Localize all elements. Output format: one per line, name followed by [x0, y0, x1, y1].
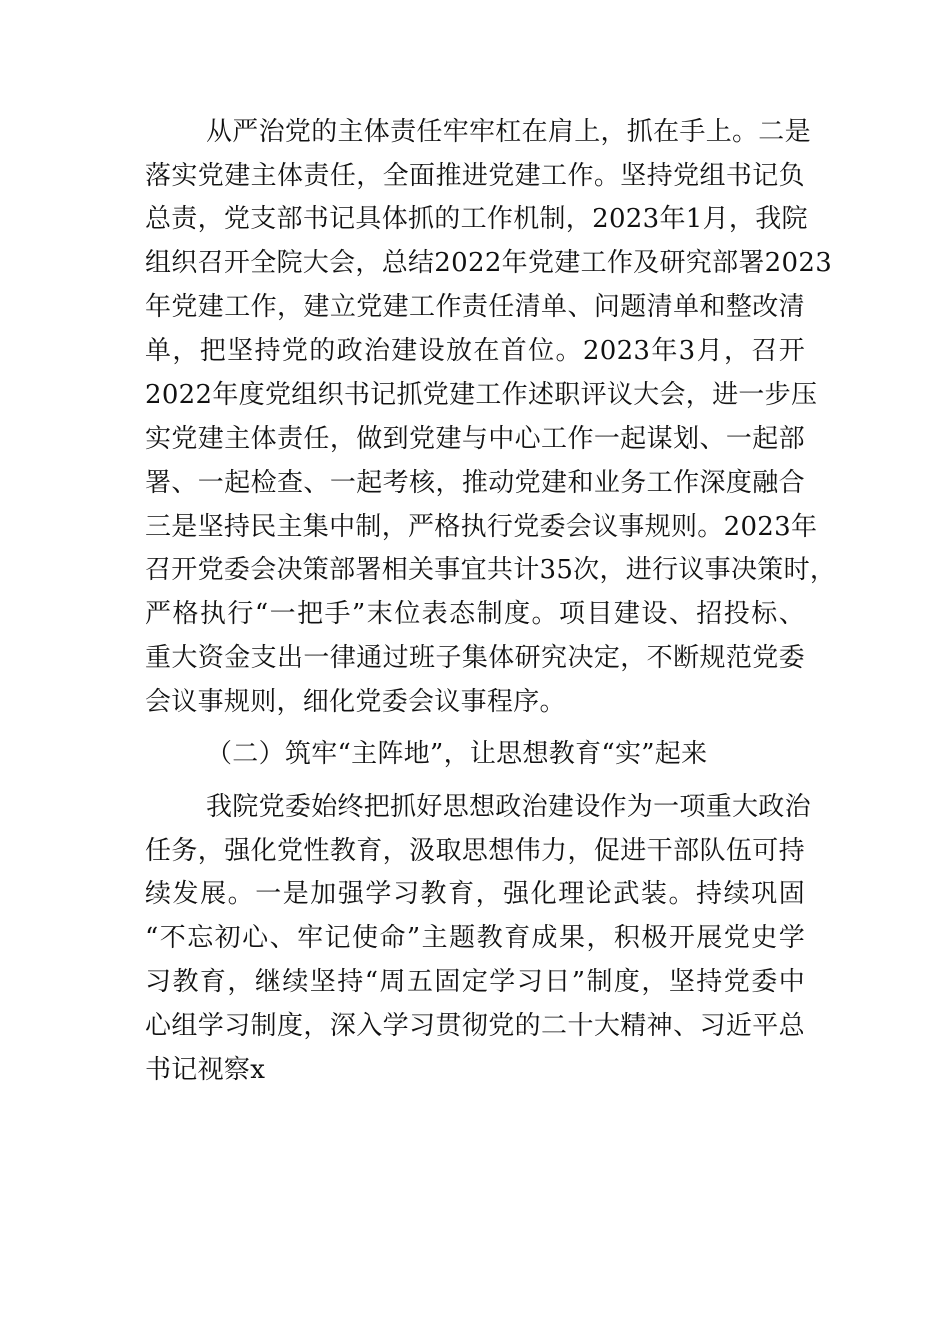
paragraph-1-line-11: 召开党委会决策部署相关事宜共计35次，进行议事决策时，	[145, 555, 837, 585]
paragraph-1-line-8: 实党建主体责任，做到党建与中心工作一起谋划、一起部	[145, 424, 805, 454]
paragraph-2-line-1: 我院党委始终把抓好思想政治建设作为一项重大政治	[206, 792, 811, 822]
paragraph-1-line-6: 单，把坚持党的政治建设放在首位。2023年3月，召开	[145, 336, 805, 366]
paragraph-1-line-10: 三是坚持民主集中制，严格执行党委会议事规则。2023年	[145, 512, 818, 542]
paragraph-2-line-7: 书记视察x	[145, 1055, 266, 1085]
paragraph-1-line-3: 总责，党支部书记具体抓的工作机制，2023年1月，我院	[145, 204, 808, 234]
section-heading: （二）筑牢“主阵地”，让思想教育“实”起来	[206, 739, 708, 769]
paragraph-1-line-5: 年党建工作，建立党建工作责任清单、问题清单和整改清	[145, 292, 805, 322]
paragraph-2-line-5: 习教育，继续坚持“周五固定学习日”制度，坚持党委中	[145, 967, 805, 997]
paragraph-1-line-7: 2022年度党组织书记抓党建工作述职评议大会，进一步压	[145, 380, 818, 410]
paragraph-1-line-2: 落实党建主体责任，全面推进党建工作。坚持党组书记负	[145, 161, 805, 191]
paragraph-1-line-4: 组织召开全院大会，总结2022年党建工作及研究部署2023	[145, 248, 833, 278]
paragraph-2-line-3: 续发展。一是加强学习教育，强化理论武装。持续巩固	[145, 879, 805, 909]
paragraph-1-line-14: 会议事规则，细化党委会议事程序。	[145, 687, 566, 717]
paragraph-1-line-9: 署、一起检查、一起考核，推动党建和业务工作深度融合	[145, 468, 805, 498]
paragraph-2-line-6: 心组学习制度，深入学习贯彻党的二十大精神、习近平总	[145, 1011, 805, 1041]
paragraph-1-line-13: 重大资金支出一律通过班子集体研究决定，不断规范党委	[145, 643, 805, 673]
paragraph-1-line-1: 从严治党的主体责任牢牢杠在肩上，抓在手上。二是	[206, 117, 811, 147]
paragraph-1-line-12: 严格执行“一把手”末位表态制度。项目建设、招投标、	[145, 599, 805, 629]
paragraph-2-line-2: 任务，强化党性教育，汲取思想伟力，促进干部队伍可持	[145, 836, 805, 866]
paragraph-2-line-4: “不忘初心、牢记使命”主题教育成果，积极开展党史学	[145, 923, 805, 953]
